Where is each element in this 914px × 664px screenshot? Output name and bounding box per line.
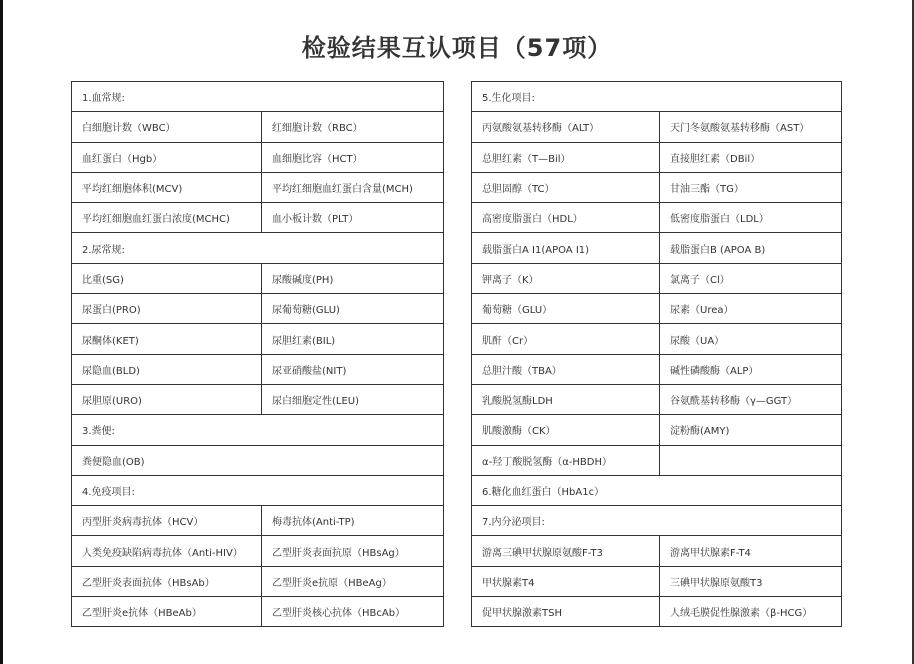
section-header-cell: 粪便隐血(OB) (72, 445, 444, 475)
section-header-row (72, 475, 444, 505)
section-header-cell: 4.免疫项目: (72, 475, 444, 505)
table-row (472, 566, 842, 596)
test-item-cell: 淀粉酶(AMY) (660, 415, 842, 445)
test-item-cell: 梅毒抗体(Anti-TP) (262, 506, 444, 536)
test-item-cell: 红细胞计数（RBC） (262, 112, 444, 142)
test-item-cell: 尿亚硝酸盐(NIT) (262, 354, 444, 384)
test-item-cell: 三碘甲状腺原氨酸T3 (660, 566, 842, 596)
test-item-cell: 游离甲状腺素F-T4 (660, 536, 842, 566)
test-item-cell: 谷氨酰基转移酶（γ—GGT） (660, 384, 842, 414)
table-row (472, 536, 842, 566)
test-item-cell: 平均红细胞血红蛋白浓度(MCHC) (72, 203, 262, 233)
test-item-cell: 甘油三酯（TG） (660, 172, 842, 202)
test-item-cell: 平均红细胞血红蛋白含量(MCH) (262, 172, 444, 202)
test-item-cell: 总胆固醇（TC） (472, 172, 660, 202)
test-item-cell: 总胆红素（T—Bil） (472, 142, 660, 172)
test-item-cell: 乙型肝炎e抗原（HBeAg） (262, 566, 444, 596)
test-item-cell: 血红蛋白（Hgb） (72, 142, 262, 172)
table-row (72, 597, 444, 627)
table-row (72, 354, 444, 384)
test-item-cell: 尿白细胞定性(LEU) (262, 384, 444, 414)
test-item-cell: 尿酮体(KET) (72, 324, 262, 354)
table-row (72, 506, 444, 536)
test-item-cell: 尿素（Urea） (660, 294, 842, 324)
test-item-cell: 直接胆红素（DBil） (660, 142, 842, 172)
test-item-cell (660, 445, 842, 475)
table-row (72, 384, 444, 414)
test-item-cell: 白细胞计数（WBC） (72, 112, 262, 142)
test-item-cell: 人绒毛膜促性腺激素（β-HCG） (660, 597, 842, 627)
test-item-cell: 血细胞比容（HCT） (262, 142, 444, 172)
table-row (72, 566, 444, 596)
table-row (472, 415, 842, 445)
left-edge-border (0, 0, 3, 664)
table-row (472, 445, 842, 475)
test-item-cell: 高密度脂蛋白（HDL） (472, 203, 660, 233)
test-item-cell: 尿蛋白(PRO) (72, 294, 262, 324)
test-item-cell: 乙型肝炎表面抗原（HBsAg） (262, 536, 444, 566)
test-item-cell: 尿葡萄糖(GLU) (262, 294, 444, 324)
test-item-cell: 丙型肝炎病毒抗体（HCV） (72, 506, 262, 536)
test-item-cell: 总胆汁酸（TBA） (472, 354, 660, 384)
test-item-cell: 尿酸碱度(PH) (262, 263, 444, 293)
left-items-table (71, 81, 444, 627)
table-row (472, 233, 842, 263)
table-row (472, 354, 842, 384)
test-item-cell: 载脂蛋白B (APOA B) (660, 233, 842, 263)
table-row (472, 384, 842, 414)
section-header-row (72, 82, 444, 112)
table-row (472, 263, 842, 293)
table-row (472, 203, 842, 233)
section-header-row (72, 445, 444, 475)
test-item-cell: 尿胆原(URO) (72, 384, 262, 414)
section-header-cell: 5.生化项目: (472, 82, 842, 112)
test-item-cell: 比重(SG) (72, 263, 262, 293)
page-title: 检验结果互认项目（57项） (301, 34, 613, 62)
test-item-cell: 低密度脂蛋白（LDL） (660, 203, 842, 233)
test-item-cell: 尿酸（UA） (660, 324, 842, 354)
test-item-cell: 肌酐（Cr） (472, 324, 660, 354)
test-item-cell: 天门冬氨酸氨基转移酶（AST） (660, 112, 842, 142)
table-row (72, 263, 444, 293)
section-header-row (72, 233, 444, 263)
section-header-cell: 2.尿常规: (72, 233, 444, 263)
section-header-cell: 3.粪便: (72, 415, 444, 445)
test-item-cell: 丙氨酸氨基转移酶（ALT） (472, 112, 660, 142)
test-item-cell: 钾离子（K） (472, 263, 660, 293)
test-item-cell: 人类免疫缺陷病毒抗体（Anti-HIV） (72, 536, 262, 566)
table-row (472, 294, 842, 324)
test-item-cell: α-羟丁酸脱氢酶（α-HBDH） (472, 445, 660, 475)
test-item-cell: 尿胆红素(BIL) (262, 324, 444, 354)
test-item-cell: 尿隐血(BLD) (72, 354, 262, 384)
table-row (472, 597, 842, 627)
table-row (72, 112, 444, 142)
test-item-cell: 载脂蛋白A I1(APOA I1) (472, 233, 660, 263)
table-row (72, 536, 444, 566)
test-item-cell: 碱性磷酸酶（ALP） (660, 354, 842, 384)
section-header-cell: 7.内分泌项目: (472, 506, 842, 536)
section-header-row (72, 415, 444, 445)
section-header-row (472, 506, 842, 536)
table-row (72, 172, 444, 202)
test-item-cell: 乙型肝炎表面抗体（HBsAb） (72, 566, 262, 596)
table-row (72, 324, 444, 354)
section-header-cell: 6.糖化血红蛋白（HbA1c） (472, 475, 842, 505)
section-header-row (472, 475, 842, 505)
test-item-cell: 乳酸脱氢酶LDH (472, 384, 660, 414)
test-item-cell: 促甲状腺激素TSH (472, 597, 660, 627)
table-row (472, 142, 842, 172)
test-item-cell: 甲状腺素T4 (472, 566, 660, 596)
table-row (472, 324, 842, 354)
test-item-cell: 乙型肝炎核心抗体（HBcAb） (262, 597, 444, 627)
table-row (72, 294, 444, 324)
right-items-table (471, 81, 842, 627)
test-item-cell: 肌酸激酶（CK） (472, 415, 660, 445)
table-row (472, 112, 842, 142)
table-row (472, 172, 842, 202)
test-item-cell: 葡萄糖（GLU） (472, 294, 660, 324)
test-item-cell: 氯离子（Cl） (660, 263, 842, 293)
test-item-cell: 游离三碘甲状腺原氨酸F-T3 (472, 536, 660, 566)
test-item-cell: 乙型肝炎e抗体（HBeAb） (72, 597, 262, 627)
test-item-cell: 血小板计数（PLT） (262, 203, 444, 233)
table-row (72, 203, 444, 233)
section-header-cell: 1.血常规: (72, 82, 444, 112)
test-item-cell: 平均红细胞体积(MCV) (72, 172, 262, 202)
table-row (72, 142, 444, 172)
section-header-row (472, 82, 842, 112)
